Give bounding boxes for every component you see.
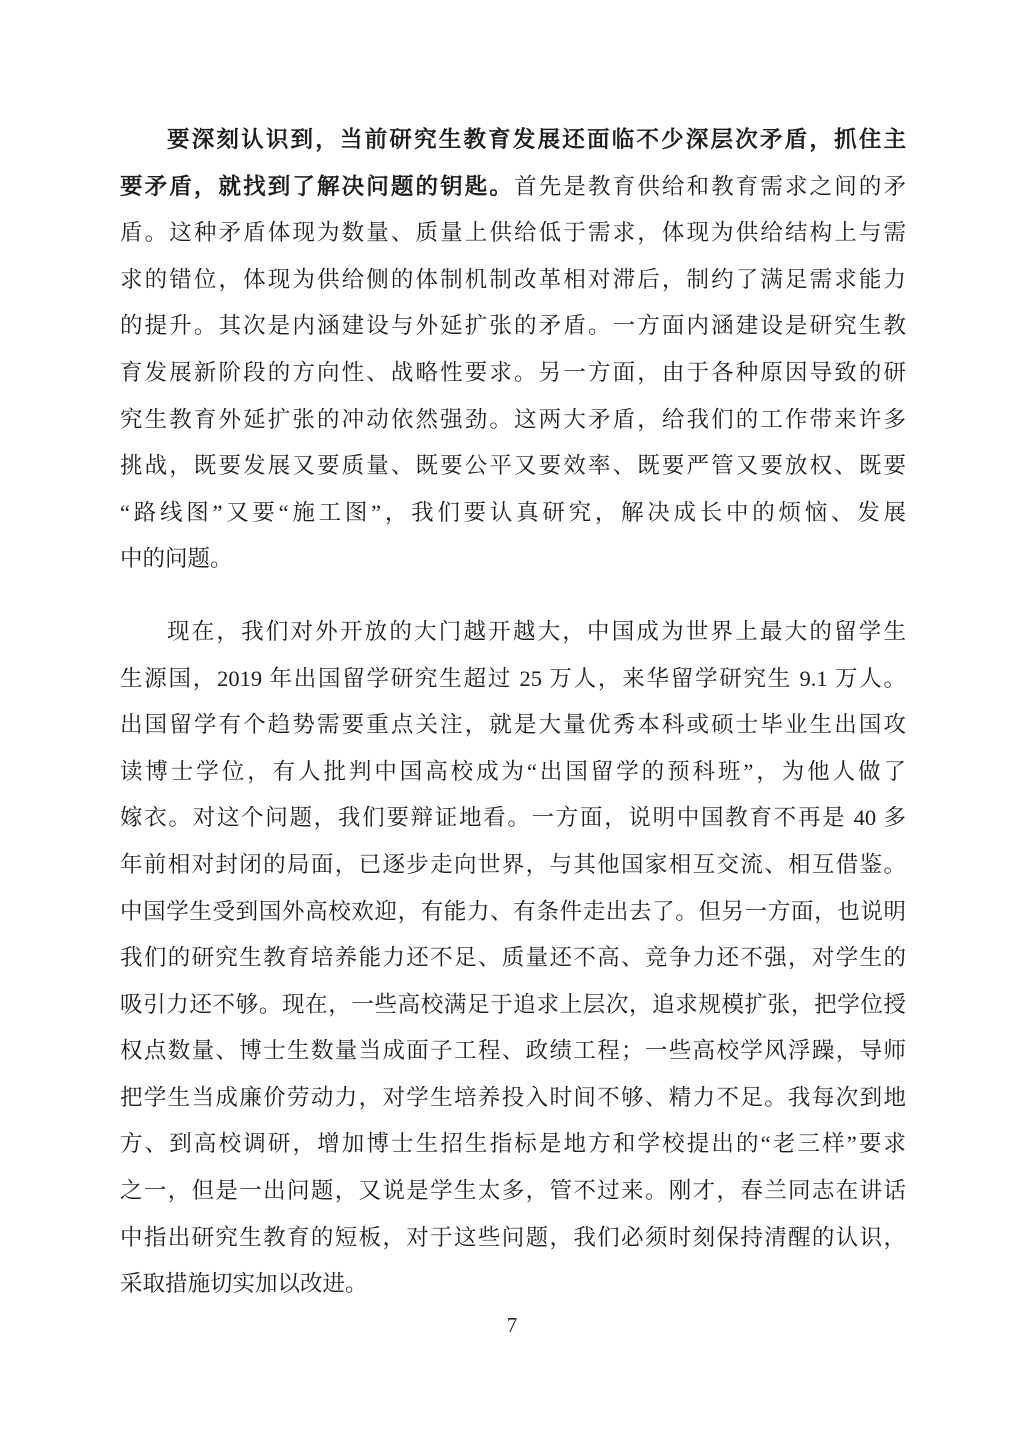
text-line [120, 164, 906, 211]
text-line [120, 702, 906, 749]
text-segment: 首先是教育供给和教育需求之间的矛 [514, 173, 906, 199]
text-line [120, 257, 906, 304]
text-segment: 盾。这种矛盾体现为数量、质量上供给低于需求，体现为供给结构上与需 [120, 220, 906, 246]
page-number: 7 [506, 1313, 518, 1337]
text-segment: 现在，我们对外开放的大门越开越大，中国成为世界上最大的留学生 [167, 618, 906, 644]
text-line [120, 1028, 906, 1075]
text-line [120, 889, 906, 936]
text-segment: 的提升。其次是内涵建设与外延扩张的矛盾。一方面内涵建设是研究生教 [120, 313, 906, 339]
text-segment: 采取措施切实加以改进。 [120, 1271, 368, 1297]
text-line [120, 117, 906, 164]
text-line [120, 795, 906, 842]
paragraph-opening-up-study-abroad [120, 609, 906, 1308]
text-line [120, 609, 906, 656]
text-segment: 之一，但是一出问题，又说是学生太多，管不过来。刚才，春兰同志在讲话 [120, 1178, 906, 1204]
text-line [120, 1215, 906, 1262]
paragraph-deep-contradictions [120, 117, 906, 583]
text-segment: 年前相对封闭的局面，已逐步走向世界，与其他国家相互交流、相互借鉴。 [120, 851, 906, 877]
text-segment: 育发展新阶段的方向性、战略性要求。另一方面，由于各种原因导致的研 [120, 359, 906, 385]
text-line [120, 749, 906, 796]
text-segment: 中国学生受到国外高校欢迎，有能力、有条件走出去了。但另一方面，也说明 [120, 898, 906, 924]
text-line [120, 842, 906, 889]
text-segment: 我们的研究生教育培养能力还不足、质量还不高、竞争力还不强，对学生的 [120, 945, 906, 971]
text-segment: “路线图”又要“施工图”，我们要认真研究，解决成长中的烦恼、发展 [120, 499, 906, 525]
text-segment: 吸引力还不够。现在，一些高校满足于追求上层次，追求规模扩张，把学位授 [120, 991, 906, 1017]
text-line [120, 490, 906, 537]
text-segment: 究生教育外延扩张的冲动依然强劲。这两大矛盾，给我们的工作带来许多 [120, 406, 906, 432]
text-line [120, 397, 906, 444]
text-segment: 生源国，2019 年出国留学研究生超过 25 万人，来华留学研究生 9.1 万人。 [120, 665, 906, 691]
text-segment: 出国留学有个趋势需要重点关注，就是大量优秀本科或硕士毕业生出国攻 [120, 712, 906, 738]
text-line [120, 350, 906, 397]
bold-text-segment: 要矛盾，就找到了解决问题的钥匙。 [120, 173, 515, 199]
text-segment: 方、到高校调研，增加博士生招生指标是地方和学校提出的“老三样”要求 [120, 1131, 906, 1157]
text-line [120, 1261, 906, 1308]
text-line [120, 935, 906, 982]
text-segment: 求的错位，体现为供给侧的体制机制改革相对滞后，制约了满足需求能力 [120, 266, 906, 292]
bold-text-segment: 要深刻认识到，当前研究生教育发展还面临不少深层次矛盾，抓住主 [167, 127, 906, 152]
text-segment: 权点数量、博士生数量当成面子工程、政绩工程；一些高校学风浮躁，导师 [120, 1038, 906, 1064]
text-line [120, 536, 906, 583]
text-segment: 嫁衣。对这个问题，我们要辩证地看。一方面，说明中国教育不再是 40 多 [120, 805, 906, 831]
text-line [120, 656, 906, 703]
document-body [120, 117, 906, 1308]
text-line [120, 210, 906, 257]
text-segment: 把学生当成廉价劳动力，对学生培养投入时间不够、精力不足。我每次到地 [120, 1084, 906, 1110]
text-segment: 挑战，既要发展又要质量、既要公平又要效率、既要严管又要放权、既要 [120, 453, 906, 479]
text-segment: 中的问题。 [120, 546, 233, 572]
text-line [120, 1075, 906, 1122]
text-segment: 读博士学位，有人批判中国高校成为“出国留学的预科班”，为他人做了 [120, 758, 906, 784]
text-line [120, 443, 906, 490]
text-segment: 中指出研究生教育的短板，对于这些问题，我们必须时刻保持清醒的认识， [120, 1224, 906, 1250]
text-line [120, 982, 906, 1029]
text-line [120, 303, 906, 350]
text-line [120, 1121, 906, 1168]
text-line [120, 1168, 906, 1215]
